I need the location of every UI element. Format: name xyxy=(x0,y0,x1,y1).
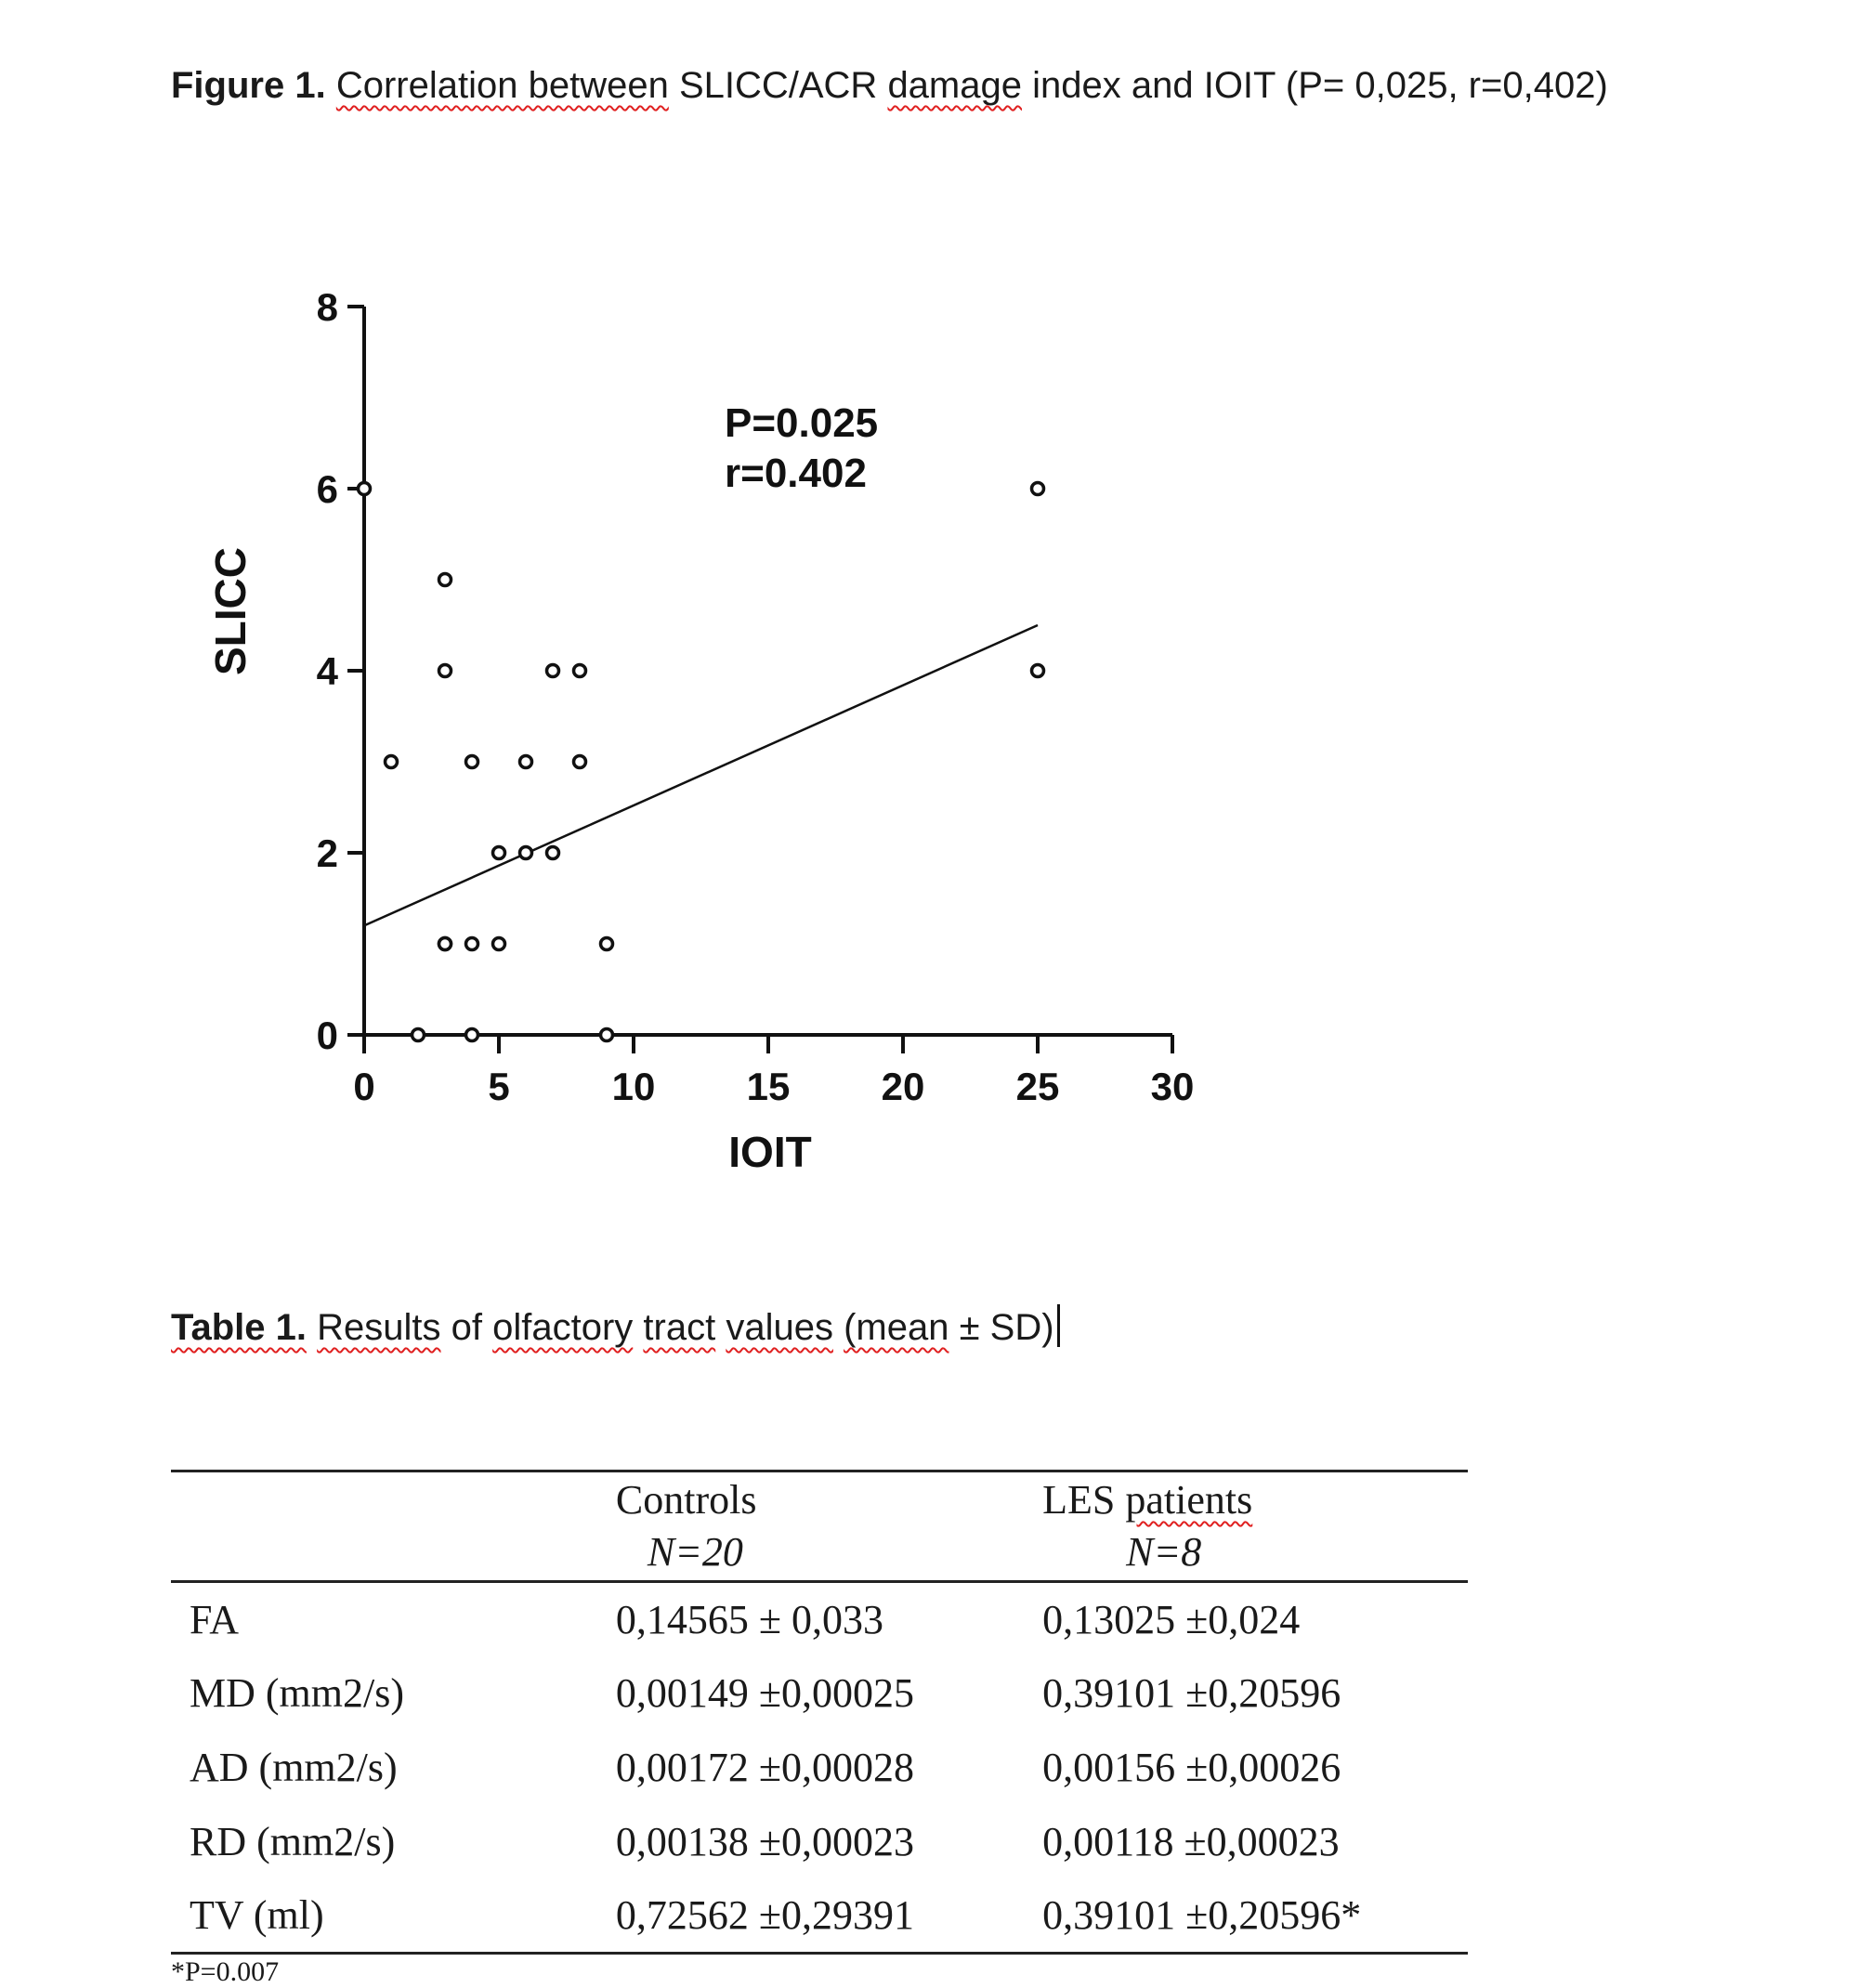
table-row xyxy=(171,1879,1468,1954)
x-tick-label: 15 xyxy=(746,1065,791,1108)
figure-caption-part-1: Correlation between xyxy=(335,65,669,106)
y-tick-label: 8 xyxy=(316,285,338,329)
table-caption-word: (mean xyxy=(844,1307,949,1348)
header-patients-name: LES patients xyxy=(1042,1477,1253,1523)
header-patients xyxy=(1042,1471,1468,1582)
table-caption-word: values xyxy=(726,1307,833,1348)
x-axis-label: IOIT xyxy=(728,1128,812,1176)
cell-patients: 0,00118 ±0,00023 xyxy=(1042,1819,1340,1864)
row-label: AD (mm2/s) xyxy=(190,1745,398,1790)
chart-points xyxy=(359,483,1044,1041)
header-controls-name: Controls xyxy=(615,1477,757,1523)
cell-controls: 0,00138 ±0,00023 xyxy=(615,1819,915,1864)
data-point xyxy=(466,938,478,950)
data-point xyxy=(439,574,451,586)
cell-patients: 0,13025 ±0,024 xyxy=(1042,1596,1301,1642)
annotation-p-value: P=0.025 xyxy=(725,400,879,446)
cell-controls: 0,00172 ±0,00028 xyxy=(615,1745,915,1790)
table-row xyxy=(171,1731,1468,1805)
row-label: FA xyxy=(190,1596,239,1642)
y-tick-label: 2 xyxy=(316,831,338,875)
cell-patients: 0,39101 ±0,20596* xyxy=(1042,1892,1362,1939)
table-caption-word: of xyxy=(451,1307,482,1348)
y-axis-label: SLICC xyxy=(206,547,255,675)
x-tick-label: 20 xyxy=(881,1065,925,1108)
data-point xyxy=(466,756,478,768)
data-point xyxy=(386,756,398,768)
cell-patients: 0,39101 ±0,20596 xyxy=(1042,1670,1341,1716)
cell-controls: 0,14565 ± 0,033 xyxy=(615,1596,884,1642)
figure-caption-part-4: index and IOIT (P= 0,025, r=0,402) xyxy=(1022,65,1608,106)
table-header-row xyxy=(171,1471,1468,1582)
table-label: Table 1. xyxy=(171,1307,307,1348)
header-controls-n: N=20 xyxy=(647,1529,743,1575)
results-table xyxy=(171,1470,1468,1955)
x-tick-label: 30 xyxy=(1150,1065,1195,1108)
table-row xyxy=(171,1805,1468,1879)
table-caption-word: tract xyxy=(643,1307,716,1348)
cell-controls: 0,00149 ±0,00025 xyxy=(615,1670,915,1716)
regression-line xyxy=(364,625,1038,925)
figure-label: Figure 1. xyxy=(171,65,326,106)
y-tick-label: 4 xyxy=(316,649,338,693)
data-point xyxy=(547,847,559,859)
table-caption-word: Results xyxy=(317,1307,441,1348)
cell-controls: 0,72562 ±0,29391 xyxy=(615,1892,915,1939)
cell-patients: 0,00156 ±0,00026 xyxy=(1042,1745,1341,1790)
data-point xyxy=(439,665,451,677)
header-empty xyxy=(171,1471,616,1582)
text-cursor xyxy=(1057,1304,1060,1347)
row-label: TV (ml) xyxy=(190,1892,324,1939)
table-footnote: *P=0.007 xyxy=(171,1956,280,1987)
data-point xyxy=(547,665,559,677)
row-label: RD (mm2/s) xyxy=(190,1819,396,1864)
table-caption xyxy=(171,1304,1060,1349)
data-point xyxy=(574,665,586,677)
data-point xyxy=(493,847,505,859)
data-point xyxy=(412,1029,425,1041)
data-point xyxy=(466,1029,478,1041)
table-row xyxy=(171,1656,1468,1731)
x-tick-label: 5 xyxy=(488,1065,510,1108)
x-tick-label: 10 xyxy=(611,1065,656,1108)
header-controls xyxy=(616,1471,1042,1582)
table-caption-word: olfactory xyxy=(492,1307,634,1348)
data-point xyxy=(1032,483,1044,495)
data-point xyxy=(601,1029,613,1041)
data-point xyxy=(574,756,586,768)
data-point xyxy=(439,938,451,950)
annotation-r-value: r=0.402 xyxy=(725,451,867,496)
x-tick-label: 25 xyxy=(1015,1065,1060,1108)
header-patients-n: N=8 xyxy=(1126,1529,1202,1575)
figure-caption-part-2: SLICC/ACR xyxy=(668,65,888,106)
figure-caption-part-3: damage xyxy=(887,65,1022,106)
data-point xyxy=(520,756,532,768)
table-caption-tail: ± SD) xyxy=(949,1307,1054,1348)
row-label: MD (mm2/s) xyxy=(190,1670,404,1716)
x-tick-label: 0 xyxy=(353,1065,375,1108)
data-point xyxy=(520,847,532,859)
data-point xyxy=(493,938,505,950)
data-point xyxy=(359,483,371,495)
y-tick-label: 0 xyxy=(316,1014,338,1057)
data-point xyxy=(601,938,613,950)
y-tick-label: 6 xyxy=(316,467,338,511)
table-row xyxy=(171,1582,1468,1656)
data-point xyxy=(1032,665,1044,677)
